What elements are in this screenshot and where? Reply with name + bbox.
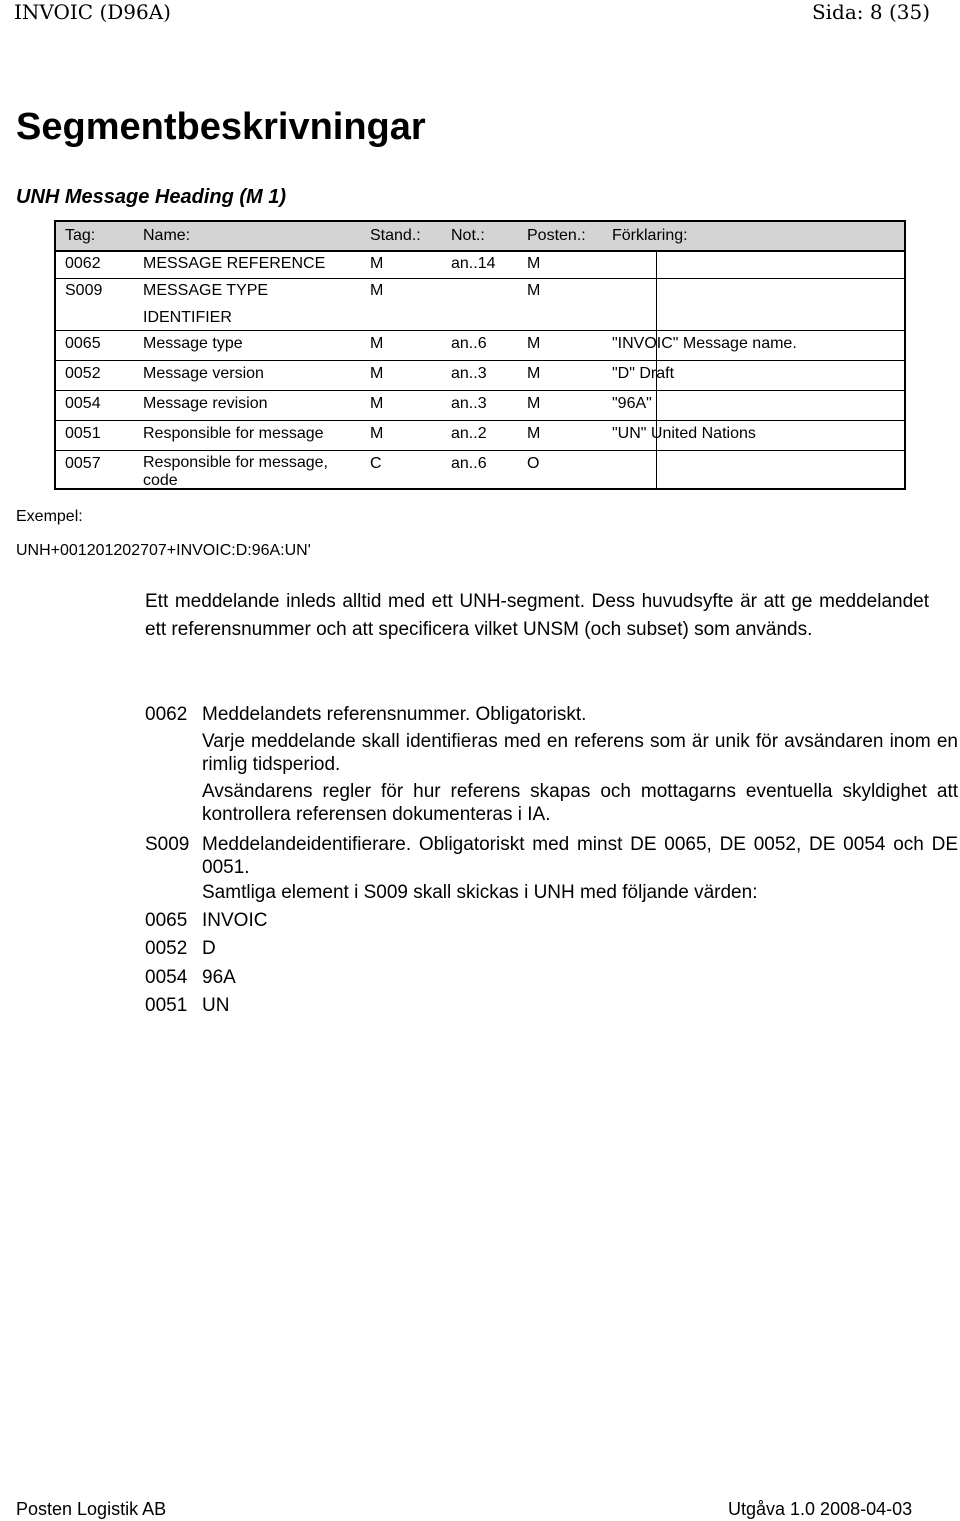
header-posten: Posten.: [527,227,586,244]
element-text: Varje meddelande skall identifieras med en referens som är unik för avsändaren inom en rimlig tidsperiod. [202,731,958,775]
element-code: 0062 [145,704,188,725]
cell-forklaring: "D" Draft [612,365,675,382]
cell-stand: M [370,395,384,412]
cell-not: an..3 [451,395,487,412]
element-code: S009 [145,834,190,855]
footer-edition: Utgåva 1.0 2008-04-03 [728,1499,913,1519]
table-header-row [56,222,904,252]
cell-not: an..3 [451,365,487,382]
cell-not: an..2 [451,425,487,442]
table-row [56,360,904,390]
cell-forklaring: "UN" United Nations [612,425,756,442]
element-description [145,730,960,776]
cell-name: Responsible for message, code [143,454,328,489]
element-text: Avsändarens regler för hur referens skapas och mottagarns eventuella skyldighet att kontrollera referensen dokumenteras i IA. [202,781,958,825]
example-label: Exempel: [16,508,83,525]
cell-name: Responsible for message [143,425,324,442]
element-text: Meddelandets referensnummer. Obligatoriskt. [202,704,587,725]
cell-posten: M [527,335,541,352]
segment-table [54,220,906,490]
header-tag: Tag: [65,227,96,244]
cell-tag: 0051 [65,425,101,442]
element-text: INVOIC [202,910,268,931]
cell-name: MESSAGE TYPE [143,282,269,299]
cell-stand: C [370,455,382,472]
table-row [56,450,904,490]
table-row [56,420,904,450]
cell-not: an..14 [451,255,496,272]
table-row [56,330,904,360]
cell-name: Message revision [143,395,268,412]
cell-posten: M [527,425,541,442]
segment-heading: UNH Message Heading (M 1) [16,186,287,208]
element-text: Meddelandeidentifierare. Obligatoriskt med minst DE 0065, DE 0052, DE 0054 och DE 0051. [202,834,958,878]
element-value [145,937,960,960]
cell-name: MESSAGE REFERENCE [143,255,326,272]
element-code: 0052 [145,938,188,959]
table-row [56,390,904,420]
cell-tag: 0057 [65,455,101,472]
cell-forklaring: "INVOIC" Message name. [612,335,797,352]
element-description [145,881,960,904]
element-code: 0051 [145,995,188,1016]
cell-name: Message type [143,335,243,352]
cell-not: an..6 [451,335,487,352]
element-text: D [202,938,216,959]
page-title: Segmentbeskrivningar [16,106,426,148]
cell-posten: M [527,255,541,272]
cell-stand: M [370,282,384,299]
cell-stand: M [370,425,384,442]
intro-paragraph: Ett meddelande inleds alltid med ett UNH-segment. Dess huvudsyfte är att ge meddelandet ett referensnummer och att specificera vilket UNSM (och subset) som används. [145,591,929,640]
footer-company: Posten Logistik AB [16,1499,167,1519]
element-text: UN [202,995,230,1016]
page-number: Sida: 8 (35) [811,0,930,24]
element-value [145,966,960,989]
header-forklaring: Förklaring: [612,227,688,244]
cell-tag: 0062 [65,255,101,272]
cell-stand: M [370,255,384,272]
cell-stand: M [370,335,384,352]
document-label: INVOIC (D96A) [14,0,171,24]
element-code: 0065 [145,910,188,931]
table-row [56,252,904,278]
element-code: 0054 [145,967,188,988]
cell-not: an..6 [451,455,487,472]
cell-tag: 0052 [65,365,101,382]
cell-name: Message version [143,365,264,382]
element-text: Samtliga element i S009 skall skickas i UNH med följande värden: [202,882,758,903]
element-description [145,833,960,879]
element-description [145,780,960,826]
cell-forklaring: "96A" [612,395,652,412]
header-name: Name: [143,227,191,244]
cell-name-continued: IDENTIFIER [143,309,232,326]
element-description [145,703,960,726]
element-value [145,909,960,932]
cell-posten: M [527,365,541,382]
cell-posten: M [527,282,541,299]
example-code: UNH+001201202707+INVOIC:D:96A:UN' [16,542,311,559]
header-stand: Stand.: [370,227,421,244]
element-value [145,994,960,1017]
cell-tag: S009 [65,282,103,299]
table-row [56,278,904,330]
cell-posten: M [527,395,541,412]
header-not: Not.: [451,227,485,244]
element-text: 96A [202,967,236,988]
cell-posten: O [527,455,540,472]
cell-stand: M [370,365,384,382]
cell-tag: 0065 [65,335,101,352]
cell-tag: 0054 [65,395,101,412]
